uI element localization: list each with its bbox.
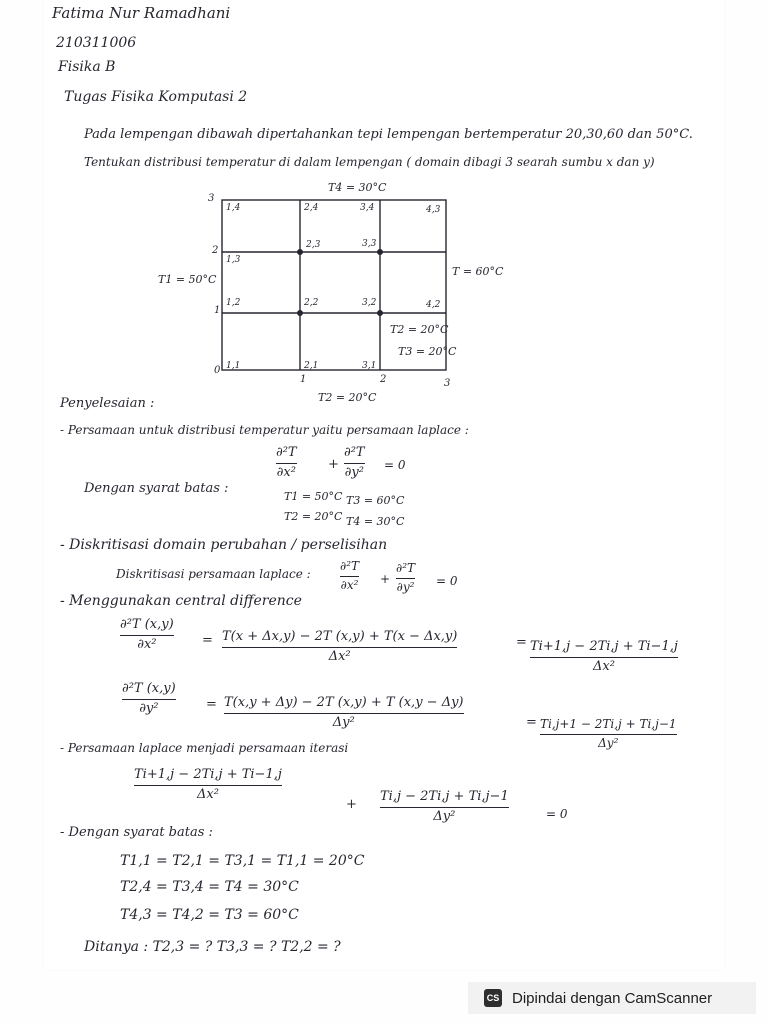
axis-tick-y3: 3 — [208, 193, 215, 204]
iter-rhs: = 0 — [546, 807, 568, 821]
camscanner-logo-icon: CS — [484, 989, 502, 1007]
asked-line: Ditanya : T2,3 = ? T3,3 = ? T2,2 = ? — [84, 939, 341, 955]
eq2-plus: + — [380, 572, 391, 586]
node-label: 3,4 — [360, 203, 375, 213]
step-4: - Persamaan laplace menjadi persamaan iterasi — [60, 741, 349, 755]
cd1-eq2: = — [516, 635, 527, 650]
assignment-title: Tugas Fisika Komputasi 2 — [64, 89, 248, 105]
eq2-rhs: = 0 — [436, 574, 458, 588]
bc-row-3: T4,3 = T4,2 = T3 = 60°C — [120, 907, 299, 923]
camscanner-text: Dipindai dengan CamScanner — [512, 989, 713, 1007]
axis-tick-x3: 3 — [444, 378, 451, 389]
cd2-eq2: = — [526, 715, 537, 730]
cd2-lhs: ∂²T (x,y) ∂y² — [122, 681, 176, 716]
step-2: - Diskritisasi domain perubahan / perselisihan — [60, 537, 388, 553]
node-2-3 — [297, 249, 303, 255]
cd2-rhs: Ti,j+1 − 2Ti,j + Ti,j−1 Δy² — [540, 717, 677, 750]
bc-t1: T1 = 50°C — [284, 490, 343, 503]
node-label: 2,3 — [306, 240, 321, 250]
node-label: 3,1 — [362, 361, 377, 371]
t3-label: T = 60°C — [452, 265, 504, 278]
node-label: 2,2 — [304, 298, 319, 308]
node-2-2 — [297, 310, 303, 316]
step-1: - Persamaan untuk distribusi temperatur yaitu persamaan laplace : — [60, 423, 469, 437]
cd1-rhs: Ti+1,j − 2Ti,j + Ti−1,j Δx² — [530, 639, 678, 674]
step-3: - Menggunakan central difference — [60, 593, 302, 609]
node-label: 1,2 — [226, 298, 241, 308]
node-label: 1,3 — [226, 255, 241, 265]
eq2-term2: ∂²T ∂y² — [396, 561, 416, 594]
axis-tick-y2: 2 — [212, 245, 219, 256]
eq1-rhs: = 0 — [384, 458, 406, 472]
student-name: Fatima Nur Ramadhani — [52, 4, 231, 22]
t3-inner-label: T3 = 20°C — [398, 345, 457, 358]
eq1-plus: + — [328, 457, 339, 472]
bc-label: Dengan syarat batas : — [84, 481, 229, 496]
axis-origin: 0 — [214, 365, 221, 376]
cd1-lhs: ∂²T (x,y) ∂x² — [120, 617, 174, 652]
cd1-middle: T(x + Δx,y) − 2T (x,y) + T(x − Δx,y) Δx² — [222, 629, 458, 664]
node-label: 3,2 — [362, 298, 377, 308]
node-label: 2,1 — [304, 361, 319, 371]
eq1-term2: ∂²T ∂y² — [344, 445, 365, 480]
bc-row-1: T1,1 = T2,1 = T3,1 = T1,1 = 20°C — [120, 853, 365, 869]
node-label: 4,2 — [426, 300, 441, 310]
node-label: 4,3 — [426, 205, 441, 215]
t4-label: T4 = 30°C — [328, 181, 387, 194]
step-2b: Diskritisasi persamaan laplace : — [116, 567, 311, 581]
node-label: 1,1 — [226, 361, 241, 371]
bc-t3: T3 = 60°C — [346, 494, 405, 507]
iter-plus: + — [346, 797, 357, 812]
node-label: 2,4 — [304, 203, 319, 213]
iter-term1: Ti+1,j − 2Ti,j + Ti−1,j Δx² — [134, 767, 282, 802]
axis-tick-x2: 2 — [380, 374, 387, 385]
cd1-eq: = — [202, 633, 213, 648]
camscanner-watermark — [468, 982, 756, 1014]
node-3-3 — [377, 249, 383, 255]
cd2-eq: = — [206, 697, 217, 712]
solution-heading: Penyelesaian : — [60, 396, 155, 411]
eq1-term1: ∂²T ∂x² — [276, 445, 297, 480]
eq2-term1: ∂²T ∂x² — [340, 559, 360, 592]
class-label: Fisika B — [58, 59, 116, 75]
student-id: 210311006 — [56, 35, 137, 51]
node-3-2 — [377, 310, 383, 316]
axis-tick-y1: 1 — [214, 305, 221, 316]
step-5: - Dengan syarat batas : — [60, 825, 213, 840]
problem-line-2: Tentukan distribusi temperatur di dalam lempengan ( domain dibagi 3 searah sumbu x dan y) — [84, 155, 655, 169]
node-label: 3,3 — [362, 239, 377, 249]
t2-inner-label: T2 = 20°C — [390, 323, 449, 336]
bc-t4: T4 = 30°C — [346, 515, 405, 528]
problem-line-1: Pada lempengan dibawah dipertahankan tepi lempengan bertemperatur 20,30,60 dan 50°C. — [84, 127, 693, 142]
t1-label: T1 = 50°C — [158, 273, 217, 286]
t2-bottom-label: T2 = 20°C — [318, 391, 377, 404]
cd2-middle: T(x,y + Δy) − 2T (x,y) + T (x,y − Δy) Δy² — [224, 695, 464, 730]
bc-row-2: T2,4 = T3,4 = T4 = 30°C — [120, 879, 299, 895]
bc-t2: T2 = 20°C — [284, 510, 343, 523]
node-label: 1,4 — [226, 203, 241, 213]
iter-term2: Ti,j − 2Ti,j + Ti,j−1 Δy² — [380, 789, 509, 824]
axis-tick-x1: 1 — [300, 374, 307, 385]
